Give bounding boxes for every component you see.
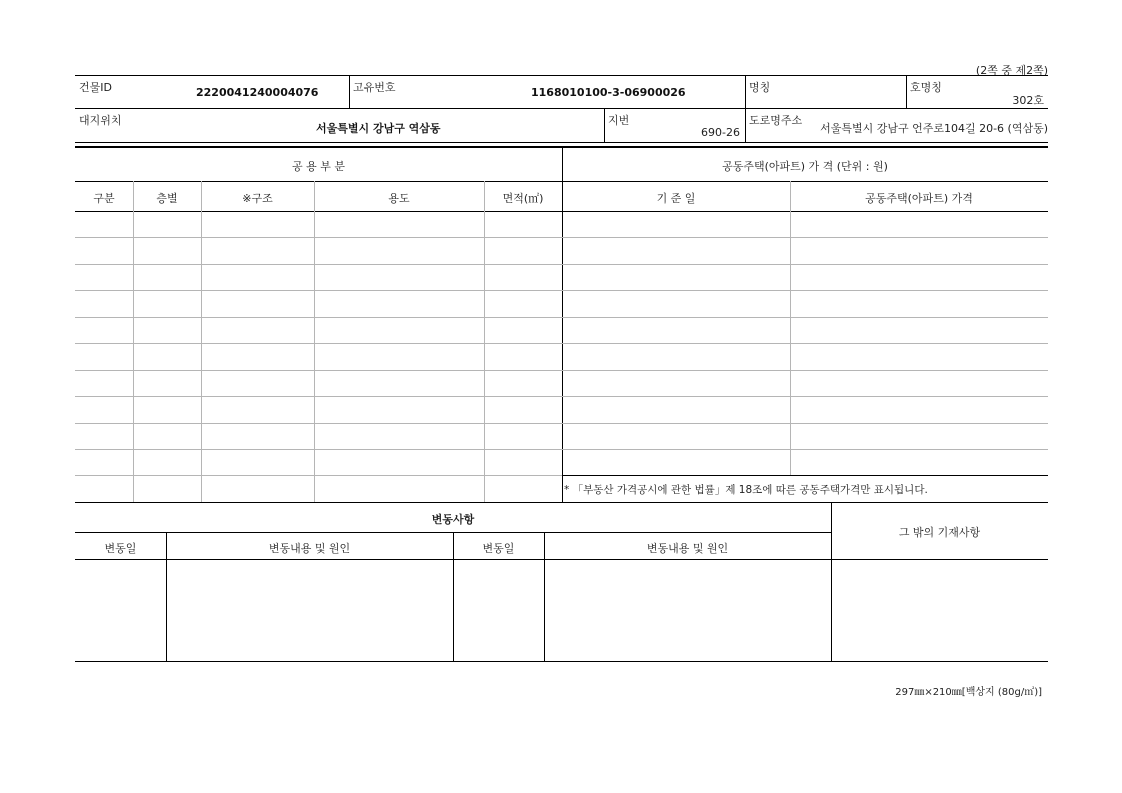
col-header-price: 공동주택(아파트) 가격 xyxy=(865,192,973,205)
page-indicator: (2쪽 중 제2쪽) xyxy=(975,64,1048,77)
building-id-value: 2220041240004076 xyxy=(196,86,319,99)
unit-name-label: 호명칭 xyxy=(910,81,942,94)
divider xyxy=(906,75,907,108)
price-section-title: 공동주택(아파트) 가 격 (단위 : 원) xyxy=(722,160,888,173)
table-row xyxy=(75,237,1048,238)
divider xyxy=(484,181,485,502)
col-header-base-date: 기 준 일 xyxy=(656,192,696,205)
divider xyxy=(133,181,134,502)
table-row xyxy=(75,290,1048,291)
unique-no-value: 1168010100-3-06900026 xyxy=(531,86,686,99)
divider xyxy=(745,75,746,108)
road-value: 서울특별시 강남구 언주로104길 20-6 (역삼동) xyxy=(820,122,1048,135)
table-row xyxy=(75,343,1048,344)
road-label: 도로명주소 xyxy=(749,114,803,127)
unit-name-value: 302호 xyxy=(1012,94,1044,107)
changes-title: 변동사항 xyxy=(431,513,475,526)
site-label: 대지위치 xyxy=(79,114,122,127)
site-value: 서울특별시 강남구 역삼동 xyxy=(316,122,441,135)
lot-value: 690-26 xyxy=(701,126,740,139)
divider xyxy=(75,661,1048,662)
table-row xyxy=(75,396,1048,397)
table-row xyxy=(75,475,562,476)
divider xyxy=(604,108,605,142)
unique-no-label: 고유번호 xyxy=(353,81,396,94)
lot-label: 지번 xyxy=(608,114,630,127)
common-section-title: 공 용 부 분 xyxy=(292,160,345,173)
divider xyxy=(562,475,1048,476)
building-id-label: 건물ID xyxy=(79,81,112,94)
divider xyxy=(75,142,1048,143)
col-header-category: 구분 xyxy=(93,192,115,205)
divider xyxy=(745,108,746,142)
table-row xyxy=(75,317,1048,318)
table-row xyxy=(75,449,1048,450)
col-header-use: 용도 xyxy=(388,192,410,205)
divider xyxy=(201,181,202,502)
divider xyxy=(75,211,1048,212)
divider xyxy=(790,181,791,475)
divider xyxy=(75,75,1048,76)
col-header-change-date: 변동일 xyxy=(104,542,137,555)
col-header-change-date-2: 변동일 xyxy=(482,542,515,555)
paper-spec-footer: 297㎜×210㎜[백상지 (80g/㎡)] xyxy=(895,687,1042,698)
divider xyxy=(75,108,1048,109)
col-header-floor: 층별 xyxy=(156,192,178,205)
divider xyxy=(314,181,315,502)
col-header-area: 면적(㎡) xyxy=(502,192,544,205)
table-row xyxy=(75,264,1048,265)
divider xyxy=(75,502,1048,503)
divider xyxy=(75,559,1048,560)
col-header-structure: ※구조 xyxy=(242,192,273,205)
table-row xyxy=(75,370,1048,371)
col-header-change-content-2: 변동내용 및 원인 xyxy=(646,542,729,555)
divider xyxy=(75,181,1048,182)
other-entries-title: 그 밖의 기재사항 xyxy=(898,526,981,539)
divider xyxy=(349,75,350,108)
table-row xyxy=(75,423,1048,424)
col-header-change-content: 변동내용 및 원인 xyxy=(268,542,351,555)
price-note: * 「부동산 가격공시에 관한 법률」제 18조에 따른 공동주택가격만 표시됩니다. xyxy=(564,484,928,496)
name-label: 명칭 xyxy=(749,81,771,94)
